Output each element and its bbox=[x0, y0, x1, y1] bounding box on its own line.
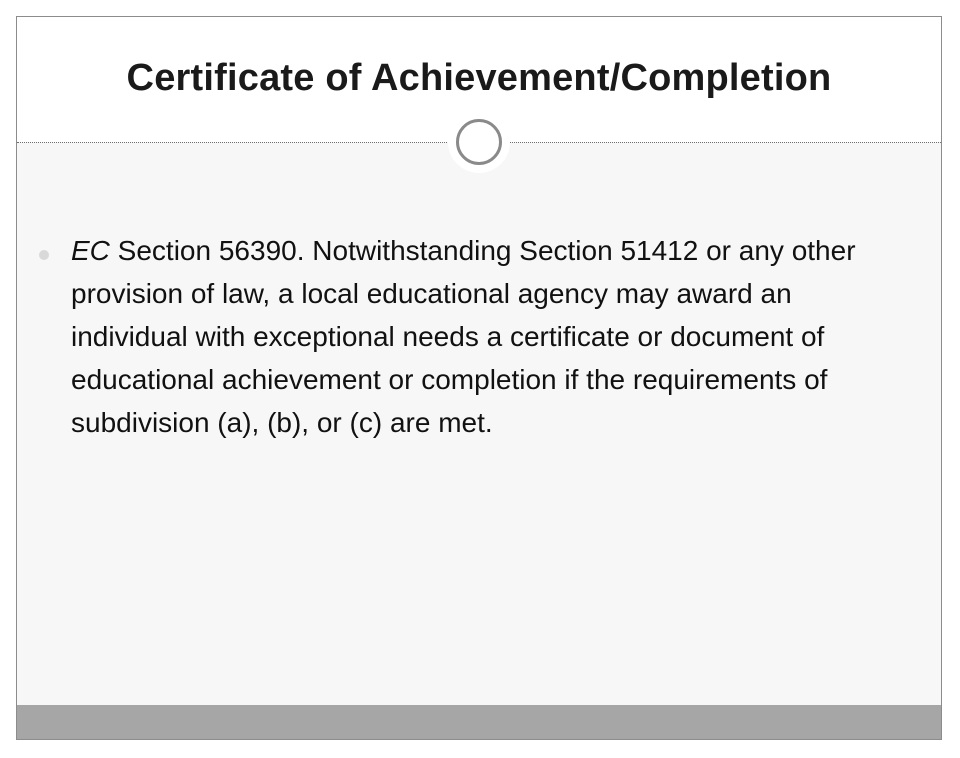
slide-title: Certificate of Achievement/Completion bbox=[126, 57, 832, 99]
slide bbox=[16, 16, 942, 740]
ornament-ring bbox=[456, 119, 502, 165]
footer-bar bbox=[17, 705, 941, 739]
circle-ring-icon bbox=[448, 111, 510, 173]
bullet-item bbox=[39, 229, 889, 444]
bullet-dot-icon bbox=[39, 250, 49, 260]
bullet-lead-italic: EC bbox=[71, 235, 110, 266]
bullet-body: Section 56390. Notwithstanding Section 51412 or any other provision of law, a local educational agency may award an individual with exceptional needs a certificate or document of educational achievement or completion if the requirements of subdivision (a), (b), or (c) are met. bbox=[71, 235, 856, 438]
bullet-text bbox=[71, 229, 889, 444]
slide-body bbox=[39, 229, 889, 444]
